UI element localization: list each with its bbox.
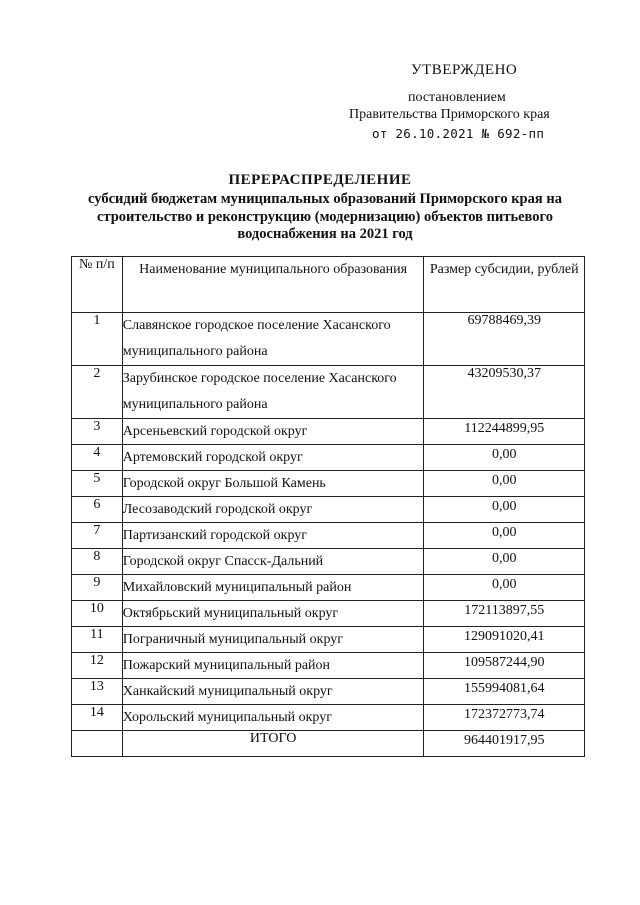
row-amount: 172113897,55 — [424, 601, 585, 627]
total-row — [72, 731, 585, 757]
header-name: Наименование муниципального образования — [122, 257, 424, 313]
document-subtitle: субсидий бюджетам муниципальных образований Приморского края на строительство и реконструкцию (модернизацию) объектов питьевого водоснабжения на 2021 год — [88, 191, 562, 242]
row-name: Городской округ Спасск-Дальний — [122, 549, 424, 575]
row-num: 8 — [72, 549, 123, 575]
decree-line-2: Правительства Приморского края — [349, 107, 550, 122]
total-amount: 964401917,95 — [424, 731, 585, 757]
table-header-row — [72, 257, 585, 313]
row-num: 7 — [72, 523, 123, 549]
row-name: Михайловский муниципальный район — [122, 575, 424, 601]
table-row — [72, 497, 585, 523]
row-num: 13 — [72, 679, 123, 705]
row-name: Городской округ Большой Камень — [122, 471, 424, 497]
row-name: Октябрьский муниципальный округ — [122, 601, 424, 627]
table-row — [72, 549, 585, 575]
total-label: ИТОГО — [122, 731, 424, 757]
row-amount: 0,00 — [424, 575, 585, 601]
table-row — [72, 705, 585, 731]
row-amount: 69788469,39 — [424, 313, 585, 366]
row-name: Артемовский городской округ — [122, 445, 424, 471]
row-name: Хорольский муниципальный округ — [122, 705, 424, 731]
row-amount: 0,00 — [424, 523, 585, 549]
row-num: 10 — [72, 601, 123, 627]
row-name: Партизанский городской округ — [122, 523, 424, 549]
row-amount: 109587244,90 — [424, 653, 585, 679]
table-row — [72, 445, 585, 471]
table-row — [72, 575, 585, 601]
row-num: 9 — [72, 575, 123, 601]
total-num-cell — [72, 731, 123, 757]
table-row — [72, 471, 585, 497]
approved-stamp: УТВЕРЖДЕНО — [411, 62, 518, 78]
row-amount: 0,00 — [424, 471, 585, 497]
table-row — [72, 313, 585, 366]
row-num: 1 — [72, 313, 123, 366]
table-row — [72, 419, 585, 445]
table-row — [72, 679, 585, 705]
row-num: 3 — [72, 419, 123, 445]
decree-line-1: постановлением — [408, 90, 506, 105]
row-num: 4 — [72, 445, 123, 471]
table-row — [72, 366, 585, 419]
header-amount: Размер субсидии, рублей — [424, 257, 585, 313]
row-amount: 43209530,37 — [424, 366, 585, 419]
decree-date: от 26.10.2021 № 692-пп — [372, 126, 545, 141]
subsidy-table — [71, 256, 585, 757]
row-num: 6 — [72, 497, 123, 523]
row-name: Лесозаводский городской округ — [122, 497, 424, 523]
row-num: 5 — [72, 471, 123, 497]
row-num: 14 — [72, 705, 123, 731]
row-amount: 112244899,95 — [424, 419, 585, 445]
table-row — [72, 601, 585, 627]
row-amount: 172372773,74 — [424, 705, 585, 731]
row-name: Пожарский муниципальный район — [122, 653, 424, 679]
row-name: Славянское городское поселение Хасанского муниципального района — [122, 313, 424, 366]
header-num: № п/п — [72, 257, 123, 313]
row-amount: 129091020,41 — [424, 627, 585, 653]
row-name: Ханкайский муниципальный округ — [122, 679, 424, 705]
row-name: Пограничный муниципальный округ — [122, 627, 424, 653]
row-amount: 0,00 — [424, 549, 585, 575]
row-num: 11 — [72, 627, 123, 653]
table-row — [72, 523, 585, 549]
table-row — [72, 627, 585, 653]
row-name: Зарубинское городское поселение Хасанского муниципального района — [122, 366, 424, 419]
row-amount: 0,00 — [424, 497, 585, 523]
row-num: 12 — [72, 653, 123, 679]
row-num: 2 — [72, 366, 123, 419]
row-amount: 0,00 — [424, 445, 585, 471]
document-title: ПЕРЕРАСПРЕДЕЛЕНИЕ — [228, 172, 412, 188]
row-name: Арсеньевский городской округ — [122, 419, 424, 445]
table-row — [72, 653, 585, 679]
row-amount: 155994081,64 — [424, 679, 585, 705]
